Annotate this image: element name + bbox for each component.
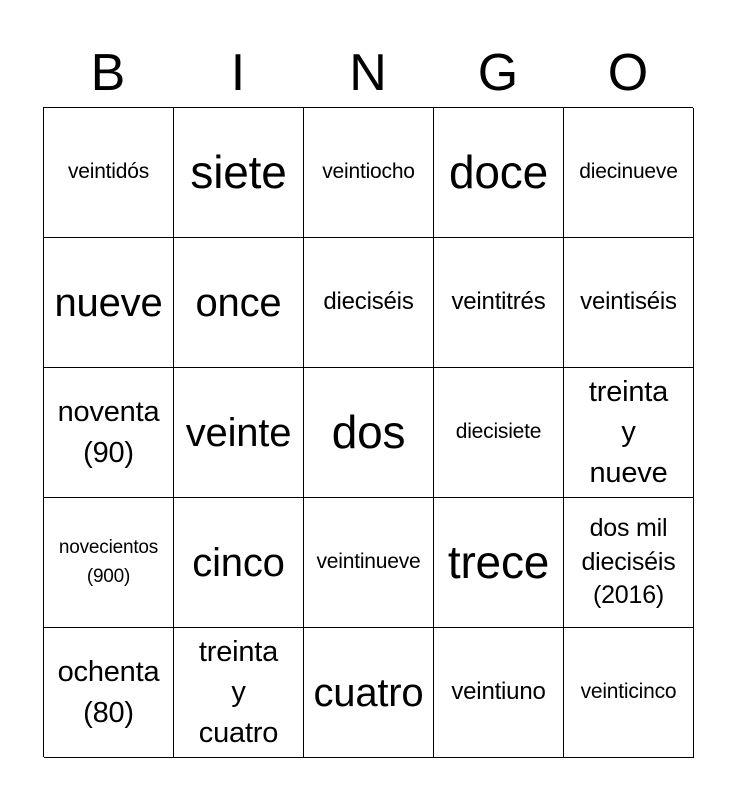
bingo-cell-r3c5[interactable]: treinta y nueve xyxy=(564,368,694,498)
bingo-cell-r3c4[interactable]: diecisiete xyxy=(434,368,564,498)
bingo-cell-r2c4[interactable]: veintitrés xyxy=(434,238,564,368)
bingo-cell-r1c3[interactable]: veintiocho xyxy=(304,108,434,238)
bingo-cell-r4c5[interactable]: dos mil dieciséis (2016) xyxy=(564,498,694,628)
header-letter-g: G xyxy=(477,44,519,102)
bingo-cell-r1c5[interactable]: diecinueve xyxy=(564,108,694,238)
bingo-cell-r4c1[interactable]: novecientos (900) xyxy=(44,498,174,628)
bingo-cell-r2c2[interactable]: once xyxy=(174,238,304,368)
bingo-cell-r3c2[interactable]: veinte xyxy=(174,368,304,498)
bingo-board xyxy=(43,107,693,757)
header-letter-i: I xyxy=(230,44,246,102)
bingo-cell-r1c4[interactable]: doce xyxy=(434,108,564,238)
bingo-cell-r5c4[interactable]: veintiuno xyxy=(434,628,564,758)
bingo-cell-r4c4[interactable]: trece xyxy=(434,498,564,628)
bingo-cell-r5c5[interactable]: veinticinco xyxy=(564,628,694,758)
bingo-cell-r1c2[interactable]: siete xyxy=(174,108,304,238)
bingo-cell-r3c1[interactable]: noventa (90) xyxy=(44,368,174,498)
header-letter-b: B xyxy=(90,44,126,102)
bingo-cell-r5c2[interactable]: treinta y cuatro xyxy=(174,628,304,758)
bingo-cell-r1c1[interactable]: veintidós xyxy=(44,108,174,238)
bingo-cell-r4c3[interactable]: veintinueve xyxy=(304,498,434,628)
bingo-cell-r2c3[interactable]: dieciséis xyxy=(304,238,434,368)
header-letter-o: O xyxy=(607,44,649,102)
bingo-header xyxy=(43,40,693,106)
bingo-cell-r5c1[interactable]: ochenta (80) xyxy=(44,628,174,758)
bingo-cell-r2c1[interactable]: nueve xyxy=(44,238,174,368)
bingo-cell-r2c5[interactable]: veintiséis xyxy=(564,238,694,368)
bingo-cell-r3c3[interactable]: dos xyxy=(304,368,434,498)
bingo-cell-r5c3[interactable]: cuatro xyxy=(304,628,434,758)
header-letter-n: N xyxy=(349,44,387,102)
bingo-cell-r4c2[interactable]: cinco xyxy=(174,498,304,628)
